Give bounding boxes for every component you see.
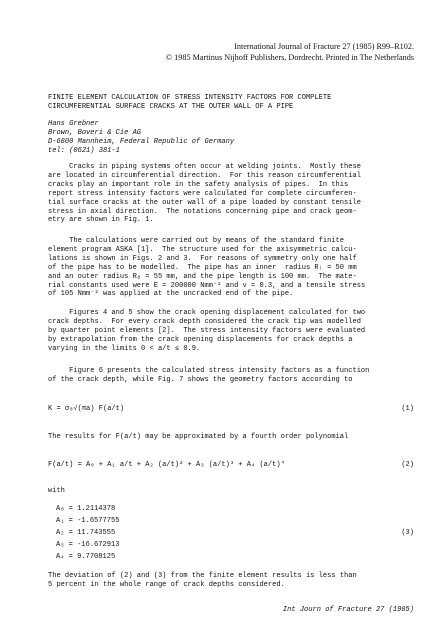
- equation-1-body: K = σ₀√(πa) F(a/t): [48, 405, 125, 413]
- author-phone: tel: (0621) 381-1: [48, 146, 120, 155]
- running-footer: Int Journ of Fracture 27 (1985): [282, 606, 414, 614]
- paragraph-deviation: The deviation of (2) and (3) from the finite element results is less than 5 percent in the whole range of crack depths considered.: [48, 572, 357, 589]
- author-address: D-6800 Mannheim, Federal Republic of Germany: [48, 137, 235, 146]
- equation-2-number: (2): [401, 461, 414, 469]
- paper-title: [48, 94, 331, 112]
- coefficient-a4: A₄ = 9.7708125: [56, 553, 116, 561]
- title-line-2: CIRCUMFERENTIAL SURFACE CRACKS AT THE OUTER WALL OF A PIPE: [48, 102, 294, 111]
- paragraph-method: The calculations were carried out by means of the standard finite element program ASKA [1]. The structure used for the axisymmetric calcu- lations is shown in Figs. 2 and 3. For reasons of symmetry only one half of the pipe has to be modelled. The pipe has an inner radius Rᵢ = 50 mm and an outer radius Rₐ = 55 mm, and the pipe length is 100 mm. The mate- rial constants used were E = 200000 Nmm⁻² and ν = 0.3, and a tensile stress of 105 Nmm⁻² was applied at the uncracked end of the pipe.: [48, 237, 366, 299]
- title-line-1: FINITE ELEMENT CALCULATION OF STRESS INTENSITY FACTORS FOR COMPLETE: [48, 94, 332, 102]
- coefficient-a1: A₁ = -1.6577755: [56, 517, 120, 525]
- with-label: with: [48, 487, 65, 495]
- copyright-line: © 1985 Martinus Nijhoff Publishers, Dordrecht. Printed in The Netherlands: [165, 53, 414, 62]
- coefficient-a0: A₀ = 1.2114378: [56, 505, 116, 513]
- author-company: Brown, Boveri & Cie AG: [48, 128, 142, 137]
- author-name: Hans Grebner: [48, 120, 99, 128]
- paragraph-sif: Figure 6 presents the calculated stress intensity factors as a function of the crack depth, while Fig. 7 shows the geometry factors according to: [48, 367, 370, 384]
- equation-3-number: (3): [401, 529, 414, 537]
- author-block: [48, 120, 234, 156]
- paragraph-cod: Figures 4 and 5 show the crack opening displacement calculated for two crack depths. For every crack depth considered the crack tip was modelled by quarter point elements [2]. The stress intensity factors were evaluated by extrapolation from the crack opening displacements for crack depths a varying in the limits 0 < a/t ≤ 0.9.: [48, 309, 366, 353]
- paragraph-intro: Cracks in piping systems often occur at welding joints. Mostly these are located in circumferential direction. For this reason circumferential cracks play an important role in the safety analysis of pipes. In this report stress intensity factors were calculated for complete circumferen- tial surface cracks at the outer wall of a pipe loaded by constant tensile stress in axial direction. The notations concerning pipe and crack geom- etry are shown in Fig. 1.: [48, 163, 361, 225]
- equation-1: [48, 405, 414, 417]
- equation-2-body: F(a/t) = A₀ + A₁ a/t + A₂ (a/t)² + A₃ (a/t)³ + A₄ (a/t)⁴: [48, 461, 285, 469]
- equation-3: [48, 529, 414, 541]
- coefficient-a3: A₃ = -16.672913: [56, 541, 120, 549]
- equation-1-number: (1): [401, 405, 414, 413]
- paragraph-results: The results for F(a/t) may be approximated by a fourth order polynomial: [48, 433, 349, 441]
- coefficient-a2: A₂ = 11.743555: [56, 529, 116, 537]
- journal-citation: International Journal of Fracture 27 (1985) R99–R102.: [234, 42, 414, 51]
- equation-2: [48, 461, 414, 473]
